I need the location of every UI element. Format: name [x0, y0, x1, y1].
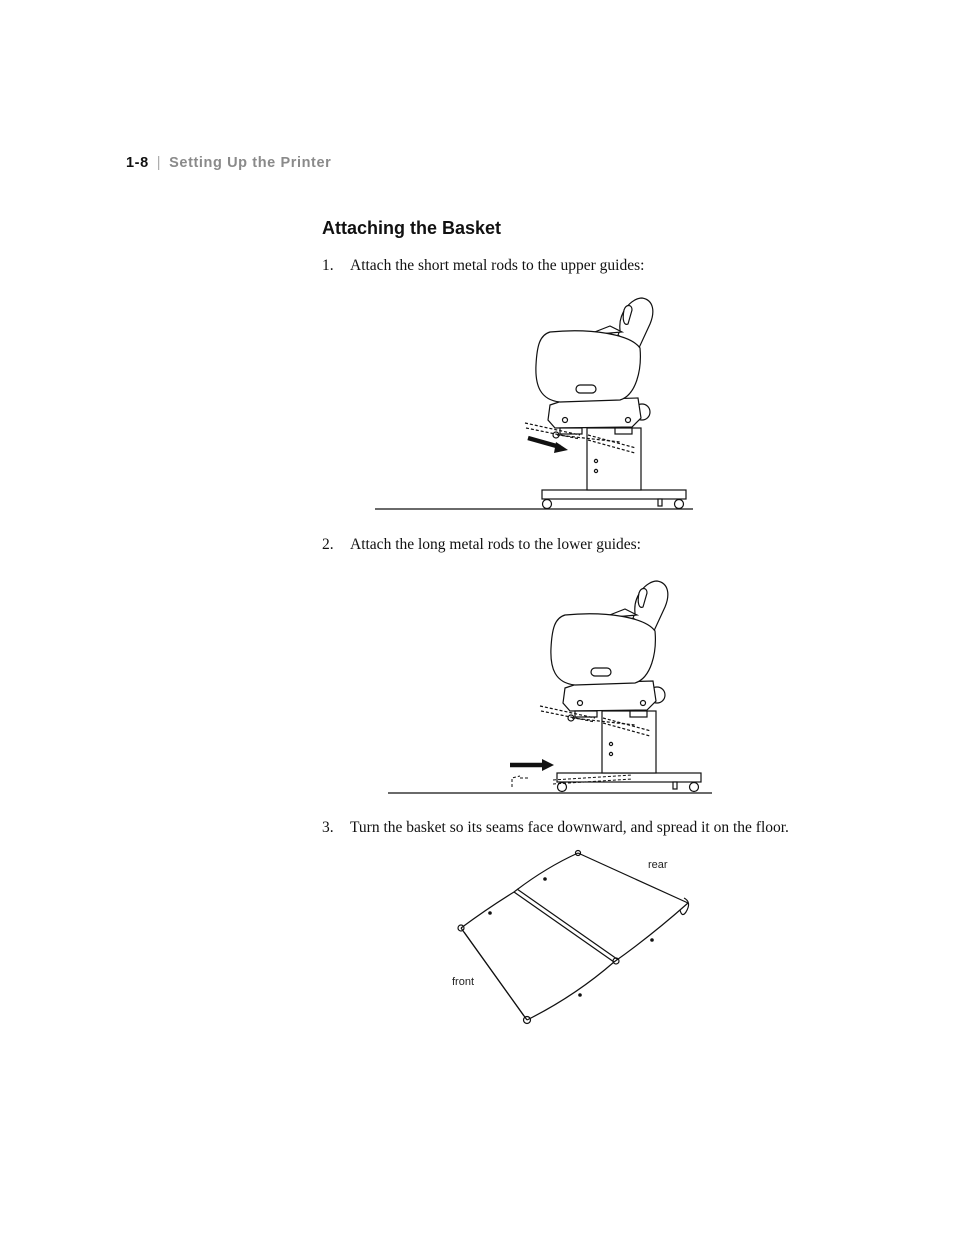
section-title: Setting Up the Printer: [169, 155, 332, 171]
step-number: 2.: [322, 536, 334, 553]
step-text: Attach the long metal rods to the lower guides:: [350, 536, 641, 553]
step-number: 1.: [322, 257, 334, 274]
step-number: 3.: [322, 819, 334, 836]
label-front: front: [452, 976, 475, 988]
step-text: Attach the short metal rods to the upper guides:: [350, 257, 645, 274]
page-title: Attaching the Basket: [322, 218, 502, 238]
label-rear: rear: [648, 859, 668, 871]
page-number: 1-8: [126, 155, 149, 171]
step-text: Turn the basket so its seams face downward, and spread it on the floor.: [350, 819, 789, 836]
header-separator: |: [156, 155, 162, 171]
